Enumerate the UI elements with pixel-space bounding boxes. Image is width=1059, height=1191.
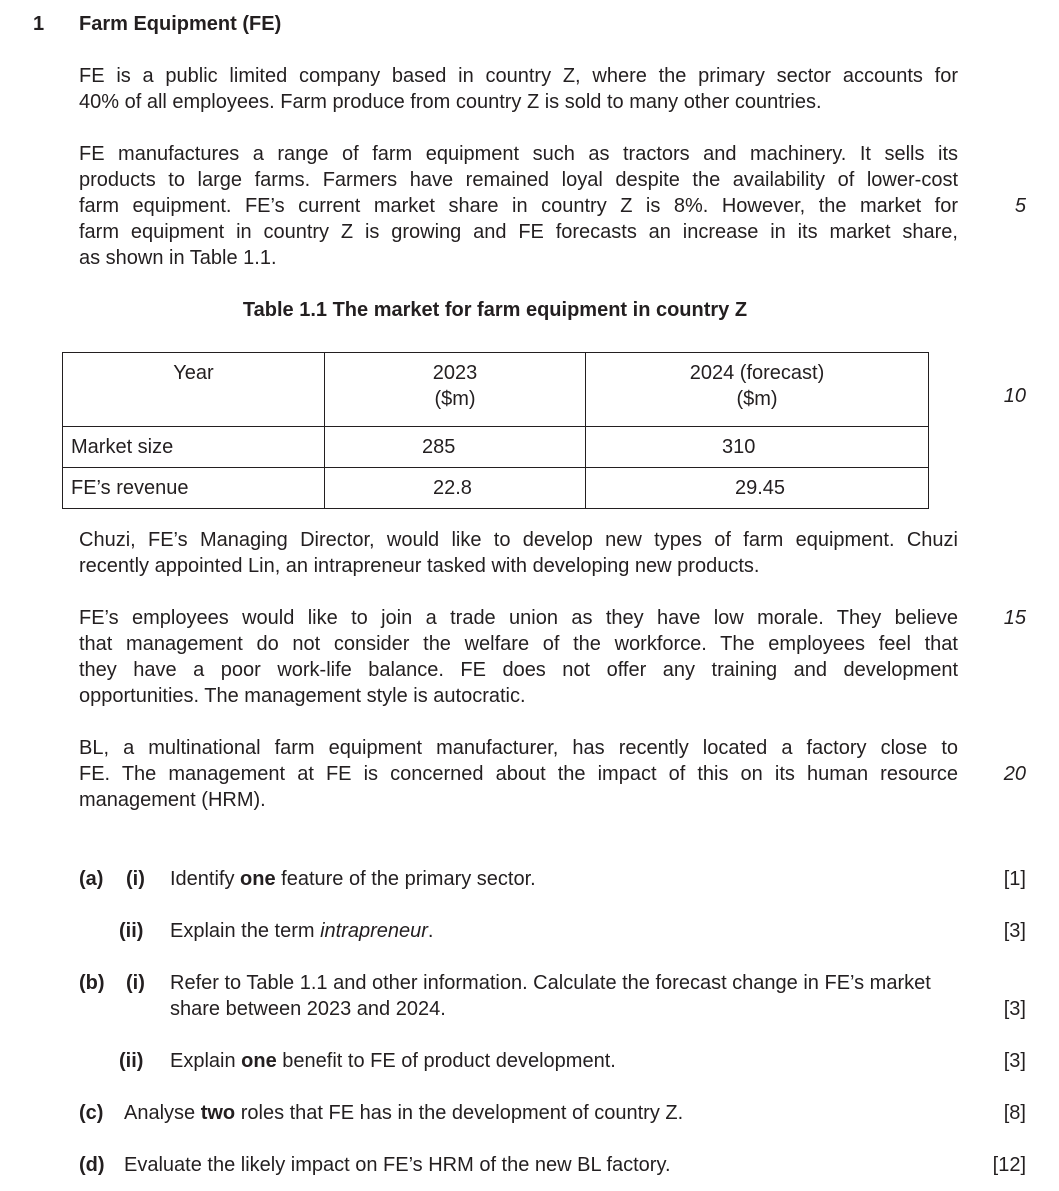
question-b-ii-text [170,1048,616,1074]
paragraph-line: recently appointed Lin, an intrapreneur tasked with developing new products. [79,555,760,577]
table-caption: Table 1.1 The market for farm equipment in country Z [242,299,748,321]
question-a-i-label: (i) [126,868,145,890]
paragraph-line: that management do not consider the welfare of the workforce. The employees feel that [79,633,958,655]
paragraph-line: Chuzi, FE’s Managing Director, would like to develop new types of farm equipment. Chuzi [79,529,958,551]
question-b-i-label: (i) [126,972,145,994]
mark-d: [12] [992,1154,1026,1176]
header-2024-year: 2024 (forecast) [689,362,825,384]
paragraph-line: FE manufactures a range of farm equipment such as tractors and machinery. It sells its [79,143,958,165]
header-2024-unit: ($m) [736,388,778,410]
paragraph-line: as shown in Table 1.1. [79,247,277,269]
question-text: Analyse [124,1102,201,1124]
question-b-i-line1: Refer to Table 1.1 and other information. Calculate the forecast change in FE’s market [170,972,931,994]
line-number-5: 5 [1014,195,1026,217]
cell-2023 [325,468,586,509]
row-label: FE’s revenue [63,468,325,509]
cell-value: 22.8 [433,477,472,499]
question-text: benefit to FE of product development. [276,1050,616,1072]
cell-value: 285 [422,436,456,458]
question-a-ii-label: (ii) [119,920,144,942]
question-number: 1 [33,13,45,35]
paragraph-products [79,141,958,271]
line-number-15: 15 [1003,607,1026,629]
paragraph-chuzi [79,527,958,579]
paragraph-line: they have a poor work-life balance. FE does not offer any training and development [79,659,958,681]
question-b-i-line2: share between 2023 and 2024. [170,998,446,1020]
cell-2024 [586,468,929,509]
paragraph-line: FE is a public limited company based in country Z, where the primary sector accounts for [79,65,958,87]
paragraph-line: 40% of all employees. Farm produce from country Z is sold to many other countries. [79,91,822,113]
question-b-ii-label: (ii) [119,1050,144,1072]
emphasis: one [240,868,276,890]
cell-2024 [586,427,929,468]
mark-b-i: [3] [1003,998,1026,1020]
cell-2023 [325,427,586,468]
paragraph-line: farm equipment. FE’s current market share in country Z is 8%. However, the market for [79,195,958,217]
emphasis: intrapreneur [320,920,428,942]
table-row [63,468,929,509]
question-a-ii-text [170,918,433,944]
row-label: Market size [63,427,325,468]
question-text: Explain the term [170,920,321,942]
question-d-text: Evaluate the likely impact on FE’s HRM of the new BL factory. [124,1154,671,1176]
question-c-text [124,1100,683,1126]
paragraph-line: farm equipment in country Z is growing and FE forecasts an increase in its market share, [79,221,958,243]
question-c-label: (c) [79,1102,104,1124]
emphasis: two [200,1102,236,1124]
line-number-20: 20 [1003,763,1026,785]
mark-a-ii: [3] [1003,920,1026,942]
paragraph-employees [79,605,958,709]
paragraph-line: opportunities. The management style is autocratic. [79,685,526,707]
header-2023-unit: ($m) [434,388,476,410]
emphasis: one [241,1050,277,1072]
header-2023 [325,353,586,427]
header-year: Year [63,353,325,427]
question-text: roles that FE has in the development of country Z. [235,1102,684,1124]
market-table [62,352,929,509]
question-text: Identify [170,868,241,890]
mark-b-ii: [3] [1003,1050,1026,1072]
question-text: Explain [170,1050,242,1072]
paragraph-line: FE. The management at FE is concerned about the impact of this on its human resource [79,763,958,785]
line-number-10: 10 [1003,385,1026,407]
header-2023-year: 2023 [432,362,478,384]
table-row [63,427,929,468]
mark-c: [8] [1003,1102,1026,1124]
question-b-label: (b) [79,972,105,994]
question-text: . [427,920,434,942]
paragraph-line: BL, a multinational farm equipment manufacturer, has recently located a factory close to [79,737,958,759]
cell-value: 310 [722,436,756,458]
cell-value: 29.45 [735,477,786,499]
paragraph-line: management (HRM). [79,789,266,811]
table-header-row [63,353,929,427]
question-d-label: (d) [79,1154,105,1176]
question-title: Farm Equipment (FE) [79,13,282,35]
mark-a-i: [1] [1003,868,1026,890]
question-a-label: (a) [79,868,104,890]
question-a-i-text [170,866,536,892]
header-2024 [586,353,929,427]
paragraph-bl [79,735,958,813]
question-text: feature of the primary sector. [275,868,536,890]
paragraph-line: FE’s employees would like to join a trade union as they have low morale. They believe [79,607,958,629]
paragraph-line: products to large farms. Farmers have remained loyal despite the availability of lower-cost [79,169,958,191]
paragraph-intro [79,63,958,115]
